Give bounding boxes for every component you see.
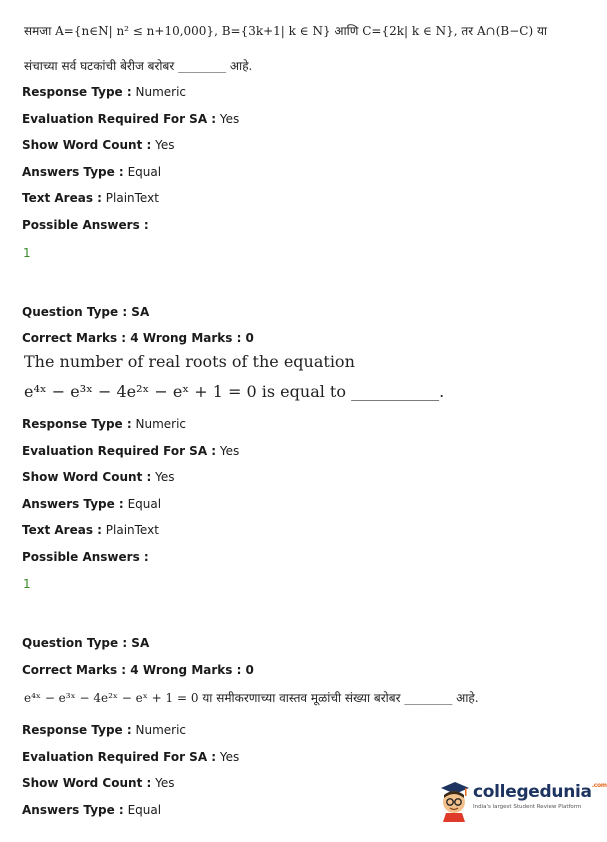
question-text-line: समजा A={n∈N| n² ≤ n+10,000}, B={3k+1| k ∈ N} आणि C={2k| k ∈ N}, तर A∩(B−C) या (24, 24, 548, 38)
question-type: Question Type : SA (22, 305, 150, 319)
field-show-word-count: Show Word Count : Yes (22, 138, 175, 152)
field-possible-answers: Possible Answers : (22, 218, 149, 232)
collegedunia-logo (437, 778, 607, 828)
logo-tagline: India's largest Student Review Platform (473, 804, 582, 810)
question-text-line: e⁴ˣ − e³ˣ − 4e²ˣ − eˣ + 1 = 0 या समीकरणाच्या वास्तव मूळांची संख्या बरोबर ________ आहे. (24, 691, 479, 705)
possible-answer-value: 1 (23, 246, 31, 260)
question-marks: Correct Marks : 4 Wrong Marks : 0 (22, 663, 254, 677)
field-answers-type: Answers Type : Equal (22, 497, 162, 511)
field-show-word-count: Show Word Count : Yes (22, 470, 175, 484)
question-text-line: संचाच्या सर्व घटकांची बेरीज बरोबर ________ आहे. (24, 59, 253, 73)
question-text-line: The number of real roots of the equation (24, 352, 355, 371)
logo-wordmark: collegedunia$^{.com}$ (473, 782, 607, 802)
field-text-areas: Text Areas : PlainText (22, 523, 159, 537)
possible-answer-value: 1 (23, 577, 31, 591)
mascot-icon (437, 778, 471, 822)
field-response-type: Response Type : Numeric (22, 85, 187, 99)
question-type: Question Type : SA (22, 636, 150, 650)
field-possible-answers: Possible Answers : (22, 550, 149, 564)
field-evaluation-required: Evaluation Required For SA : Yes (22, 444, 240, 458)
field-response-type: Response Type : Numeric (22, 723, 187, 737)
field-answers-type: Answers Type : Equal (22, 165, 162, 179)
field-response-type: Response Type : Numeric (22, 417, 187, 431)
field-evaluation-required: Evaluation Required For SA : Yes (22, 750, 240, 764)
question-marks: Correct Marks : 4 Wrong Marks : 0 (22, 331, 254, 345)
field-evaluation-required: Evaluation Required For SA : Yes (22, 112, 240, 126)
question-text-line: e⁴ˣ − e³ˣ − 4e²ˣ − eˣ + 1 = 0 is equal to ___________. (24, 382, 445, 401)
field-show-word-count: Show Word Count : Yes (22, 776, 175, 790)
field-text-areas: Text Areas : PlainText (22, 191, 159, 205)
field-answers-type: Answers Type : Equal (22, 803, 162, 817)
